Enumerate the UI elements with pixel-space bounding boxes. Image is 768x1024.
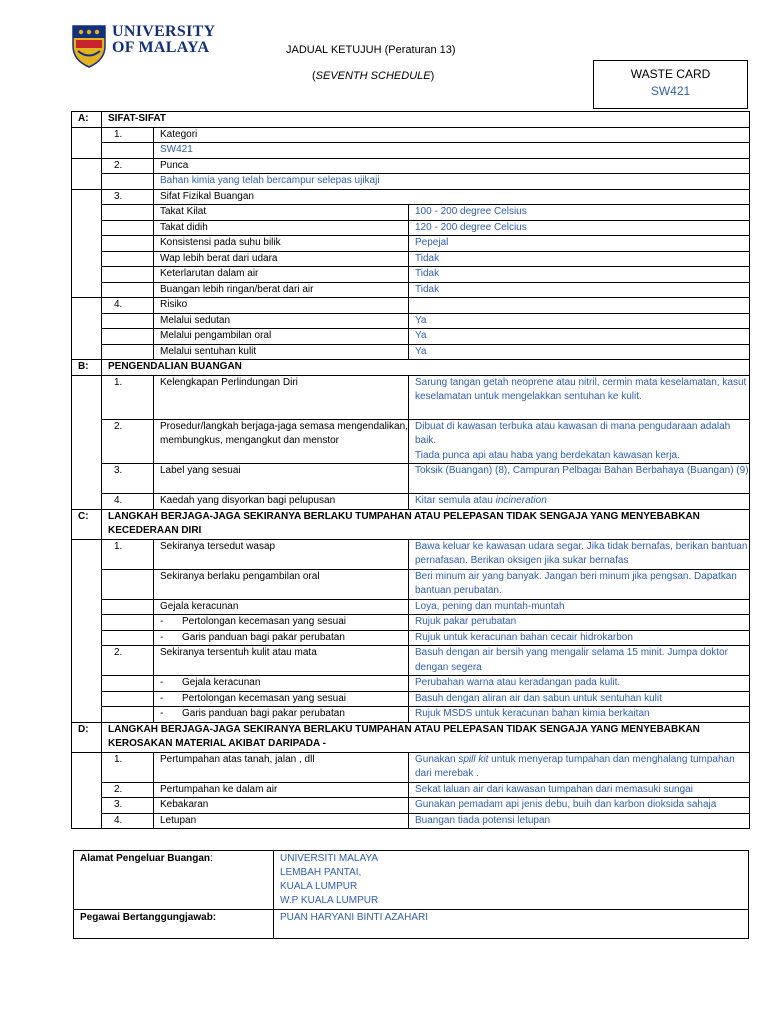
section-d-header <box>72 722 750 752</box>
table-row <box>72 344 750 360</box>
section-title: LANGKAH BERJAGA-JAGA SEKIRANYA BERLAKU TUMPAHAN ATAU PELEPASAN TIDAK SENGAJA YANG MENYEBABKAN KECEDERAAN DIRI <box>102 509 750 539</box>
item-number: 4. <box>102 494 154 510</box>
section-title: LANGKAH BERJAGA-JAGA SEKIRANYA BERLAKU TUMPAHAN ATAU PELEPASAN TIDAK SENGAJA YANG MENYEBABKAN KEROSAKAN MATERIAL AKIBAT DARIPADA - <box>102 722 750 752</box>
item-number: 1. <box>102 539 154 569</box>
risk-value: Ya <box>409 344 750 360</box>
section-letter: B: <box>72 360 102 376</box>
property-value: 100 - 200 degree Celsius <box>409 205 750 221</box>
table-row <box>72 419 750 464</box>
property-value: Pepejal <box>409 236 750 252</box>
property-value: Tidak <box>409 282 750 298</box>
item-label: Label yang sesuai <box>154 464 409 494</box>
item-label: - Garis panduan bagi pakar perubatan <box>154 630 409 646</box>
risk-value: Ya <box>409 313 750 329</box>
item-label: - Garis panduan bagi pakar perubatan <box>154 707 409 723</box>
officer-row <box>74 910 749 939</box>
waste-card-box <box>593 60 748 109</box>
item-value: Toksik (Buangan) (8), Campuran Pelbagai Bahan Berbahaya (Buangan) (9) <box>409 464 750 494</box>
item-label: Sekiranya tersedut wasap <box>154 539 409 569</box>
item-value: Basuh dengan aliran air dan sabun untuk sentuhan kulit <box>409 691 750 707</box>
table-row <box>72 630 750 646</box>
table-row <box>72 329 750 345</box>
table-row <box>72 375 750 419</box>
item-label: - Gejala keracunan <box>154 676 409 692</box>
item-value: Sarung tangan getah neoprene atau nitril, cermin mata keselamatan, kasut keselamatan untuk mengelakkan sentuhan ke kulit. <box>409 375 750 419</box>
item-number: 2. <box>102 419 154 464</box>
section-title: PENGENDALIAN BUANGAN <box>102 360 750 376</box>
item-label: Risiko <box>154 298 409 314</box>
table-row <box>72 494 750 510</box>
university-logo <box>72 22 222 72</box>
waste-card-table <box>71 111 750 829</box>
crest-icon <box>72 24 106 68</box>
risk-label: Melalui sedutan <box>154 313 409 329</box>
table-row <box>72 143 750 159</box>
risk-label: Melalui pengambilan oral <box>154 329 409 345</box>
waste-card-title: WASTE CARD <box>630 67 711 81</box>
table-row <box>72 615 750 631</box>
item-value: Gunakan pemadam api jenis debu, buih dan karbon dioksida sahaja <box>409 798 750 814</box>
item-value: Gunakan spill kit untuk menyerap tumpahan dan menghalang tumpahan dari merebak . <box>409 752 750 782</box>
table-row <box>72 236 750 252</box>
property-label: Keterlarutan dalam air <box>154 267 409 283</box>
item-number: 1. <box>102 375 154 419</box>
item-label: Punca <box>154 158 750 174</box>
risk-value: Ya <box>409 329 750 345</box>
section-letter: D: <box>72 722 102 752</box>
property-label: Buangan lebih ringan/berat dari air <box>154 282 409 298</box>
table-row <box>72 298 750 314</box>
item-value: Sekat laluan air dari kawasan tumpahan dari memasuki sungai <box>409 782 750 798</box>
property-value: Tidak <box>409 251 750 267</box>
item-value: Dibuat di kawasan terbuka atau kawasan di mana pengudaraan adalah baik. Tiada punca api atau haba yang berdekatan kawasan kerja. <box>409 419 750 464</box>
item-value: SW421 <box>154 143 750 159</box>
table-row <box>72 205 750 221</box>
table-row <box>72 798 750 814</box>
item-label: Letupan <box>154 813 409 829</box>
table-row <box>72 599 750 615</box>
item-number: 1. <box>102 127 154 143</box>
item-number: 3. <box>102 189 154 205</box>
address-value: UNIVERSITI MALAYA LEMBAH PANTAI, KUALA LUMPUR W.P KUALA LUMPUR <box>274 851 749 910</box>
table-row <box>72 782 750 798</box>
item-value: Basuh dengan air bersih yang mengalir selama 15 minit. Jumpa doktor dengan segera <box>409 646 750 676</box>
table-row <box>72 676 750 692</box>
item-label: Kaedah yang disyorkan bagi pelupusan <box>154 494 409 510</box>
item-label: Kategori <box>154 127 750 143</box>
item-label: - Pertolongan kecemasan yang sesuai <box>154 691 409 707</box>
item-label: Pertumpahan atas tanah, jalan , dll <box>154 752 409 782</box>
schedule-title: JADUAL KETUJUH (Peraturan 13) <box>286 44 456 56</box>
item-label: Sekiranya tersentuh kulit atau mata <box>154 646 409 676</box>
property-label: Wap lebih berat dari udara <box>154 251 409 267</box>
item-number: 2. <box>102 158 154 174</box>
property-value: 120 - 200 degree Celcius <box>409 220 750 236</box>
table-row <box>72 569 750 599</box>
item-label: - Pertolongan kecemasan yang sesuai <box>154 615 409 631</box>
table-row <box>72 127 750 143</box>
table-row <box>72 282 750 298</box>
item-label: Prosedur/langkah berjaga-jaga semasa mengendalikan, membungkus, mengangkut dan menstor <box>154 419 409 464</box>
table-row <box>72 251 750 267</box>
item-value: Loya, pening dan muntah-muntah <box>409 599 750 615</box>
table-row <box>72 752 750 782</box>
property-label: Konsistensi pada suhu bilik <box>154 236 409 252</box>
item-number: 1. <box>102 752 154 782</box>
schedule-subtitle: (SEVENTH SCHEDULE) <box>312 70 435 82</box>
item-number: 4. <box>102 298 154 314</box>
waste-card-code: SW421 <box>650 84 691 98</box>
table-row <box>72 691 750 707</box>
table-row <box>72 267 750 283</box>
table-row <box>72 646 750 676</box>
logo-text: UNIVERSITY OF MALAYA <box>112 23 216 56</box>
property-value: Tidak <box>409 267 750 283</box>
address-label: Alamat Pengeluar Buangan: <box>74 851 274 910</box>
table-row <box>72 158 750 174</box>
item-number: 3. <box>102 464 154 494</box>
item-number: 4. <box>102 813 154 829</box>
officer-value: PUAN HARYANI BINTI AZAHARI <box>274 910 749 939</box>
section-c-header <box>72 509 750 539</box>
item-value: Rujuk untuk keracunan bahan cecair hidrokarbon <box>409 630 750 646</box>
item-value: Buangan tiada potensi letupan <box>409 813 750 829</box>
table-row <box>72 220 750 236</box>
item-label: Gejala keracunan <box>154 599 409 615</box>
property-label: Takat didih <box>154 220 409 236</box>
item-label: Kebakaran <box>154 798 409 814</box>
property-label: Takat Kilat <box>154 205 409 221</box>
section-a-header <box>72 112 750 128</box>
item-value: Rujuk pakar perubatan <box>409 615 750 631</box>
table-row <box>72 464 750 494</box>
item-number: 3. <box>102 798 154 814</box>
table-row <box>72 539 750 569</box>
item-value: Perubahan warna atau keradangan pada kulit. <box>409 676 750 692</box>
section-b-header <box>72 360 750 376</box>
item-label: Kelengkapan Perlindungan Diri <box>154 375 409 419</box>
section-title: SIFAT-SIFAT <box>102 112 750 128</box>
officer-label: Pegawai Bertanggungjawab: <box>74 910 274 939</box>
item-number: 2. <box>102 646 154 676</box>
section-letter: A: <box>72 112 102 128</box>
item-label: Sekiranya berlaku pengambilan oral <box>154 569 409 599</box>
table-row <box>72 313 750 329</box>
item-number: 2. <box>102 782 154 798</box>
item-label: Sifat Fizikal Buangan <box>154 189 750 205</box>
section-letter: C: <box>72 509 102 539</box>
item-label: Pertumpahan ke dalam air <box>154 782 409 798</box>
item-value: Kitar semula atau incineration <box>409 494 750 510</box>
table-row <box>72 813 750 829</box>
item-value: Bawa keluar ke kawasan udara segar. Jika tidak bernafas, berikan bantuan pernafasan. Berikan oksigen jika sukar bernafas <box>409 539 750 569</box>
table-row <box>72 174 750 190</box>
item-value: Rujuk MSDS untuk keracunan bahan kimia berkaitan <box>409 707 750 723</box>
table-row <box>72 189 750 205</box>
risk-label: Melalui sentuhan kulit <box>154 344 409 360</box>
item-value: Beri minum air yang banyak. Jangan beri minum jika pengsan. Dapatkan bantuan perubatan. <box>409 569 750 599</box>
generator-address-table <box>73 850 749 939</box>
table-row <box>72 707 750 723</box>
item-value: Bahan kimia yang telah bercampur selepas ujikaji <box>154 174 750 190</box>
address-row <box>74 851 749 910</box>
